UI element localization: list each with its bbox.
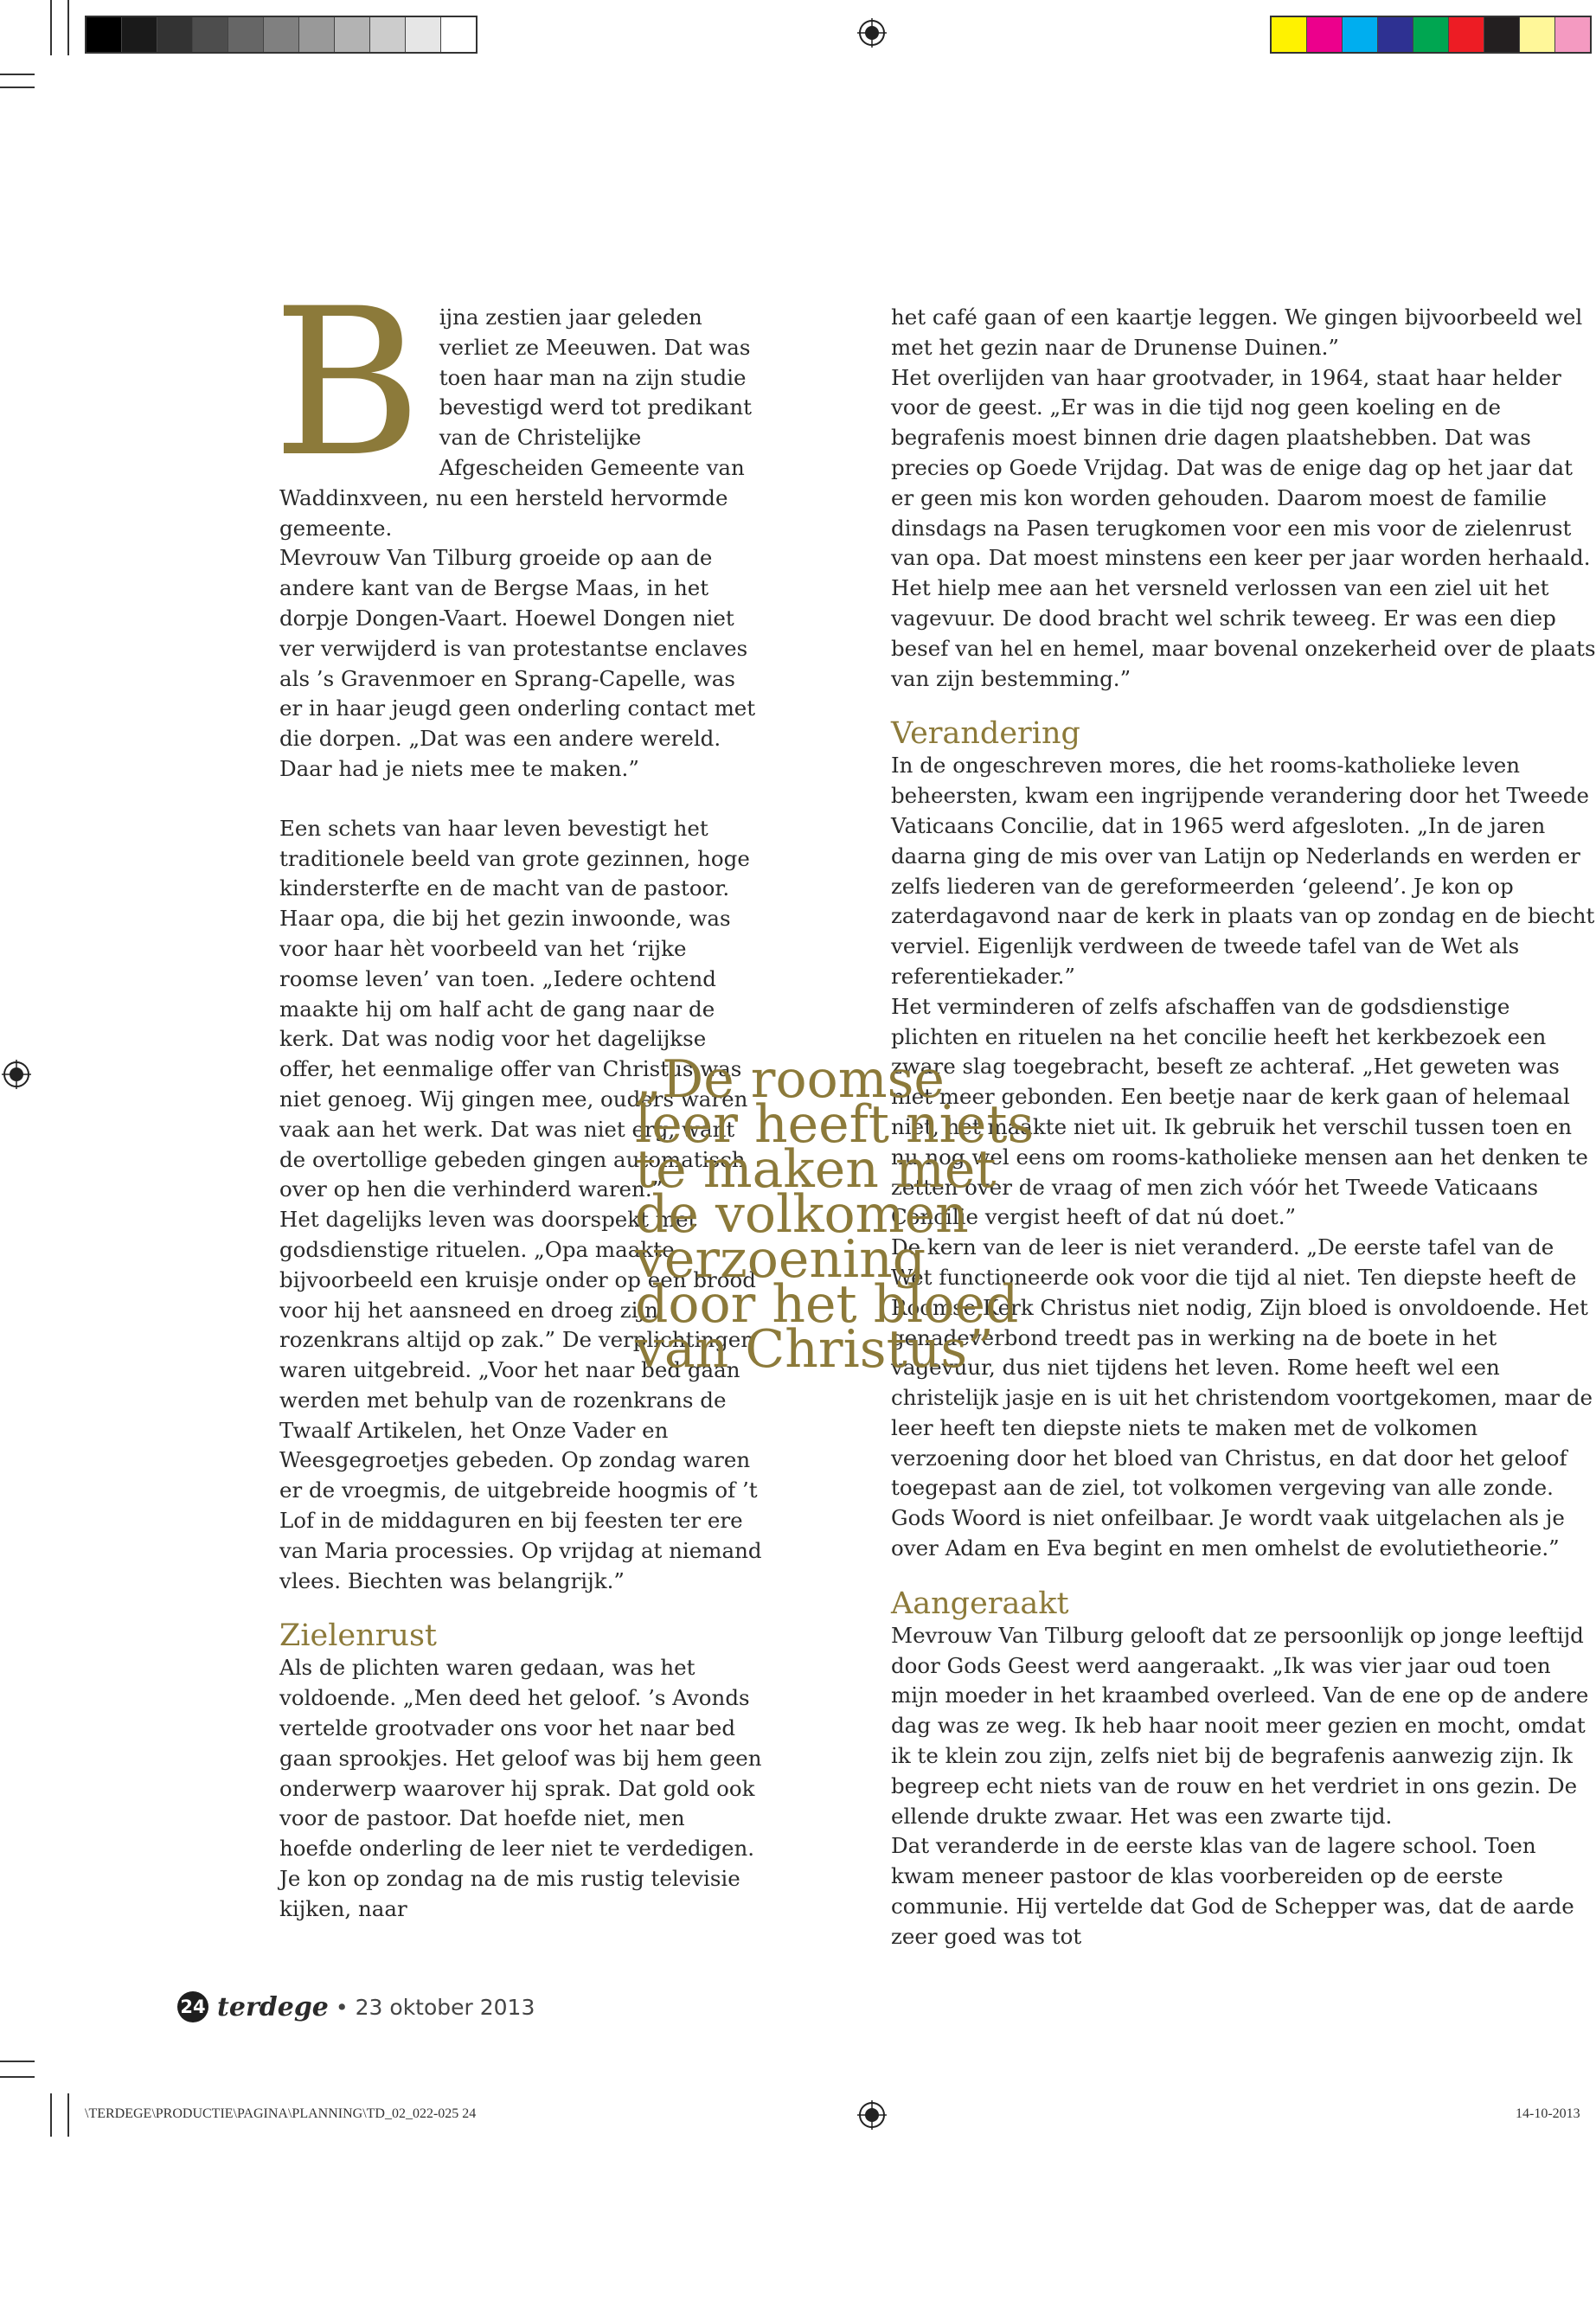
drop-cap: B [272, 266, 422, 502]
body-paragraph: Dat veranderde in de eerste klas van de lagere school. Toen kwam meneer pastoor de klas voorbereiden op de eerste communie. Hij vertelde dat God de Schepper was, dat de aarde zeer goed was tot [891, 1833, 1574, 1949]
crop-mark [50, 2093, 52, 2137]
color-swatch [335, 17, 370, 52]
color-swatch [122, 17, 157, 52]
color-swatch [370, 17, 406, 52]
color-swatch [1272, 17, 1307, 52]
print-slug-date: 14-10-2013 [1516, 2106, 1580, 2121]
crop-mark [67, 0, 69, 55]
color-swatch [406, 17, 441, 52]
color-swatch [1484, 17, 1520, 52]
body-paragraph: ijna zestien jaar geleden verliet ze Meeuwen. Dat was toen haar man na zijn studie bevestigd werd tot predikant van de Christelijke Afgescheiden Gemeente van Waddinxveen, nu een hersteld hervormde gemeente. [279, 304, 753, 541]
crop-mark [0, 2061, 35, 2062]
body-paragraph: Een schets van haar leven bevestigt het traditionele beeld van grote gezinnen, hoge kindersterfte en de macht van de pastoor. Haar opa, die bij het gezin inwoonde, was voor haar hèt voorbeeld van het ‘rijke roomse leven’ van toen. „Iedere ochtend maakte hij om half acht de gang naar de kerk. Dat was nodig voor het dagelijkse offer, het eenmalige offer van Christus was niet genoeg. Wij gingen mee, ouders waren vaak aan het werk. Dat was niet erg, want de overtollige gebeden gingen automatisch over op hen die verhinderd waren.” [279, 815, 750, 1202]
crop-mark [50, 0, 52, 55]
color-swatch [228, 17, 264, 52]
color-swatch [1378, 17, 1413, 52]
process-color-bar [1270, 16, 1592, 54]
section-heading: Verandering [891, 716, 1080, 752]
body-paragraph: Mevrouw Van Tilburg groeide op aan de andere kant van de Bergse Maas, in het dorpje Dongen-Vaart. Hoewel Dongen niet ver verwijderd is van protestantse enclaves als ’s Gravenmoer en Sprang-Capelle, was er in haar jeugd geen onderling contact met die dorpen. „Dat was een andere wereld. Daar had je niets mee te maken.” [279, 545, 756, 781]
print-slug-path: \TERDEGE\PRODUCTIE\PAGINA\PLANNING\TD_02_022-025 24 [85, 2106, 477, 2121]
grayscale-color-bar [85, 16, 478, 54]
body-paragraph: het café gaan of een kaartje leggen. We gingen bijvoorbeeld wel met het gezin naar de Drunense Duinen.” [891, 304, 1583, 360]
body-paragraph: Het overlijden van haar grootvader, in 1964, staat haar helder voor de geest. „Er was in die tijd nog geen koeling en de begrafenis moest binnen drie dagen plaatshebben. Dat was precies op Goede Vrijdag. Dat was de enige dag op het jaar dat er geen mis kon worden gehouden. Daarom moest de familie dinsdags na Pasen terugkomen voor een mis voor de zielenrust van opa. Dat moest minstens een keer per jaar worden herhaald. Het hielp mee aan het versneld verlossen van een ziel uit het vagevuur. De dood bracht wel schrik teweeg. Er was een diep besef van hel en hemel, maar bovenal onzekerheid over de plaats van zijn bestemming.” [891, 364, 1596, 691]
body-paragraph: Mevrouw Van Tilburg gelooft dat ze persoonlijk op jonge leeftijd door Gods Geest werd aangeraakt. „Ik was vier jaar oud toen mijn moeder in het kraambed overleed. Van de ene op de andere dag was ze weg. Ik heb haar nooit meer gezien en mocht, omdat ik te klein zou zijn, zelfs niet bij de begrafenis aanwezig zijn. Ik begreep echt niets van de rouw en het verdriet in ons gezin. De ellende drukte zwaar. Het was een zwarte tijd. [891, 1622, 1589, 1829]
body-paragraph: Het verminderen of zelfs afschaffen van de godsdienstige plichten en rituelen na het concilie heeft het kerkbezoek een zware slag toegebracht, beseft ze achteraf. „Het geweten was niet meer gebonden. Een beetje naar de kerk gaan of helemaal niet, het maakte niet uit. Ik gebruik het verschil tussen toen en nu nog wel eens om rooms-katholieke mensen aan het denken te zetten over de vraag of men zich vóór het Tweede Vaticaans Concilie vergist heeft of dat nú doet.” [891, 993, 1588, 1230]
page-footer [177, 1991, 535, 2022]
body-paragraph: In de ongeschreven mores, die het rooms-katholieke leven beheersten, kwam een ingrijpende verandering door het Tweede Vaticaans Concilie, dat in 1965 werd afgesloten. „In de jaren daarna ging de mis over van Latijn op Nederlands en werden er zelfs liederen van de gereformeerden ‘geleend’. Je kon op zaterdagavond naar de kerk in plaats van op zondag en de biecht verviel. Eigenlijk verdween de tweede tafel van de Wet als referentiekader.” [891, 753, 1595, 989]
crop-mark [0, 87, 35, 88]
registration-mark-icon [857, 2100, 887, 2130]
color-swatch [1343, 17, 1378, 52]
crop-mark [0, 2076, 35, 2078]
color-swatch [1449, 17, 1484, 52]
color-swatch [299, 17, 335, 52]
section-heading: Aangeraakt [891, 1586, 1069, 1621]
page-number: 24 [177, 1991, 208, 2022]
color-swatch [1307, 17, 1343, 52]
color-swatch [1520, 17, 1555, 52]
color-swatch [87, 17, 122, 52]
crop-mark [67, 2093, 69, 2137]
color-swatch [264, 17, 299, 52]
pull-quote: „De roomse leer heeft niets te maken met de volkomen verzoening door het bloed van Christus” [635, 1049, 1035, 1380]
color-swatch [1555, 17, 1590, 52]
issue-date: 23 oktober 2013 [355, 1994, 535, 2020]
crop-mark [0, 74, 35, 75]
section-heading: Zielenrust [279, 1618, 437, 1654]
footer-bullet: • [335, 1994, 349, 2020]
registration-mark-icon [2, 1060, 31, 1089]
magazine-logo: terdege [217, 1991, 329, 2022]
body-paragraph: Als de plichten waren gedaan, was het voldoende. „Men deed het geloof. ’s Avonds vertelde grootvader ons voor het naar bed gaan sprookjes. Het geloof was bij hem geen onderwerp waarover hij sprak. Dat gold ook voor de pastoor. Dat hoefde niet, men hoefde onderling de leer niet te verdedigen. Je kon op zondag na de mis rustig televisie kijken, naar [279, 1655, 762, 1921]
color-swatch [193, 17, 228, 52]
color-swatch [1413, 17, 1449, 52]
body-paragraph: Het dagelijks leven was doorspekt met godsdienstige rituelen. „Opa maakte bijvoorbeeld een kruisje onder op een brood voor hij het aansneed en droeg zijn rozenkrans altijd op zak.” De verplichtingen waren uitgebreid. „Voor het naar bed gaan werden met behulp van de rozenkrans de Twaalf Artikelen, het Onze Vader en Weesgegroetjes gebeden. Op zondag waren er de vroegmis, de uitgebreide hoogmis of ’t Lof in de middaguren en bij feesten ter ere van Maria processies. Op vrijdag at niemand vlees. Biechten was belangrijk.” [279, 1207, 762, 1593]
color-swatch [441, 17, 476, 52]
registration-mark-icon [857, 18, 887, 48]
body-paragraph: De kern van de leer is niet veranderd. „De eerste tafel van de Wet functioneerde ook voor die tijd al niet. Ten diepste heeft de Roomse Kerk Christus niet nodig, Zijn bloed is onvoldoende. Het genadeverbond treedt pas in werking na de boete in het vagevuur, dus niet tijdens het leven. Rome heeft wel een christelijk jasje en is uit het christendom voortgekomen, maar de leer heeft ten diepste niets te maken met de volkomen verzoening door het bloed van Christus, en dat door het geloof toegepast aan de ziel, tot volkomen vergeving van alle zonde. Gods Woord is niet onfeilbaar. Je wordt vaak uitgelachen als je over Adam en Eva begint en men omhelst de evolutietheorie.” [891, 1234, 1593, 1561]
color-swatch [157, 17, 193, 52]
